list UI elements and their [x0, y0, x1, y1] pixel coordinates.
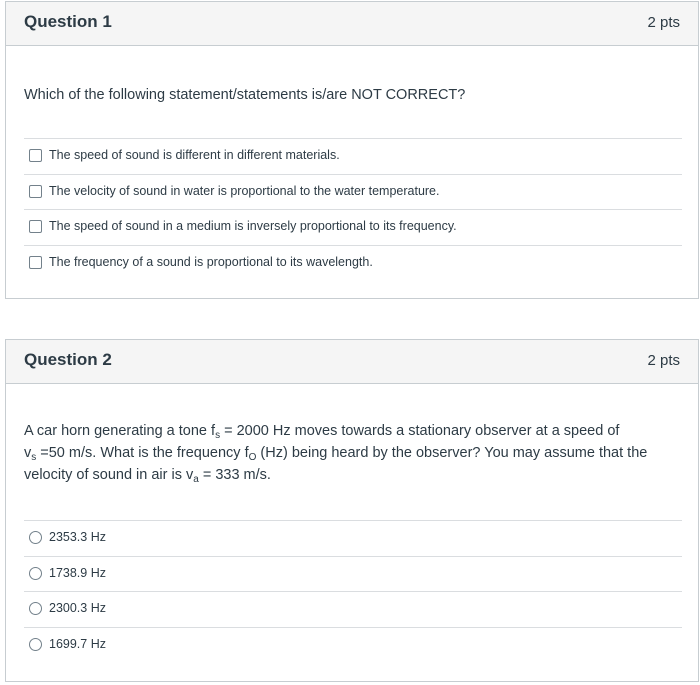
checkbox[interactable]	[29, 149, 42, 162]
question-text	[24, 420, 658, 486]
radio-button[interactable]	[29, 567, 42, 580]
answer-label[interactable]: 2353.3 Hz	[49, 530, 106, 544]
answer-list	[24, 520, 682, 662]
question-card-1	[5, 1, 699, 299]
text-part: (Hz) being heard by the observer? You may assume that the	[256, 445, 648, 461]
question-header	[6, 2, 698, 46]
checkbox[interactable]	[29, 185, 42, 198]
answer-option[interactable]	[24, 591, 682, 627]
question-title: Question 2	[24, 350, 112, 369]
checkbox[interactable]	[29, 220, 42, 233]
checkbox[interactable]	[29, 256, 42, 269]
question-points: 2 pts	[647, 14, 680, 31]
answer-option[interactable]	[24, 245, 682, 281]
question-title: Question 1	[24, 12, 112, 31]
text-part: = 2000 Hz moves towards a stationary observer at a speed of	[220, 423, 620, 439]
subscript: s	[215, 430, 221, 441]
answer-option[interactable]	[24, 174, 682, 210]
subscript: s	[31, 452, 37, 463]
answer-list	[24, 138, 682, 280]
answer-option[interactable]	[24, 209, 682, 245]
radio-button[interactable]	[29, 531, 42, 544]
radio-button[interactable]	[29, 602, 42, 615]
text-part: v	[24, 445, 32, 461]
question-card-2	[5, 339, 699, 682]
question-header	[6, 340, 698, 384]
question-points: 2 pts	[647, 352, 680, 369]
answer-label[interactable]: 1699.7 Hz	[49, 636, 106, 651]
answer-label[interactable]: 1738.9 Hz	[49, 565, 106, 580]
answer-label[interactable]: The frequency of a sound is proportional to its wavelength.	[49, 254, 373, 269]
radio-button[interactable]	[29, 638, 42, 651]
text-part: A car horn generating a tone f	[24, 423, 216, 439]
answer-option[interactable]	[24, 556, 682, 592]
answer-label[interactable]: The speed of sound in a medium is inversely proportional to its frequency.	[49, 219, 457, 233]
answer-option[interactable]	[24, 627, 682, 663]
text-part: =50 m/s. What is the frequency f	[36, 445, 249, 461]
subscript: O	[248, 452, 257, 463]
answer-label[interactable]: The velocity of sound in water is proportional to the water temperature.	[49, 183, 440, 198]
text-part: velocity of sound in air is v	[24, 467, 194, 483]
answer-label[interactable]: The speed of sound is different in different materials.	[49, 148, 340, 162]
answer-option[interactable]	[24, 520, 682, 556]
subscript: a	[193, 474, 199, 485]
answer-option[interactable]	[24, 138, 682, 174]
question-text: Which of the following statement/statements is/are NOT CORRECT?	[24, 87, 466, 103]
answer-label[interactable]: 2300.3 Hz	[49, 601, 106, 615]
text-part: = 333 m/s.	[198, 467, 271, 483]
